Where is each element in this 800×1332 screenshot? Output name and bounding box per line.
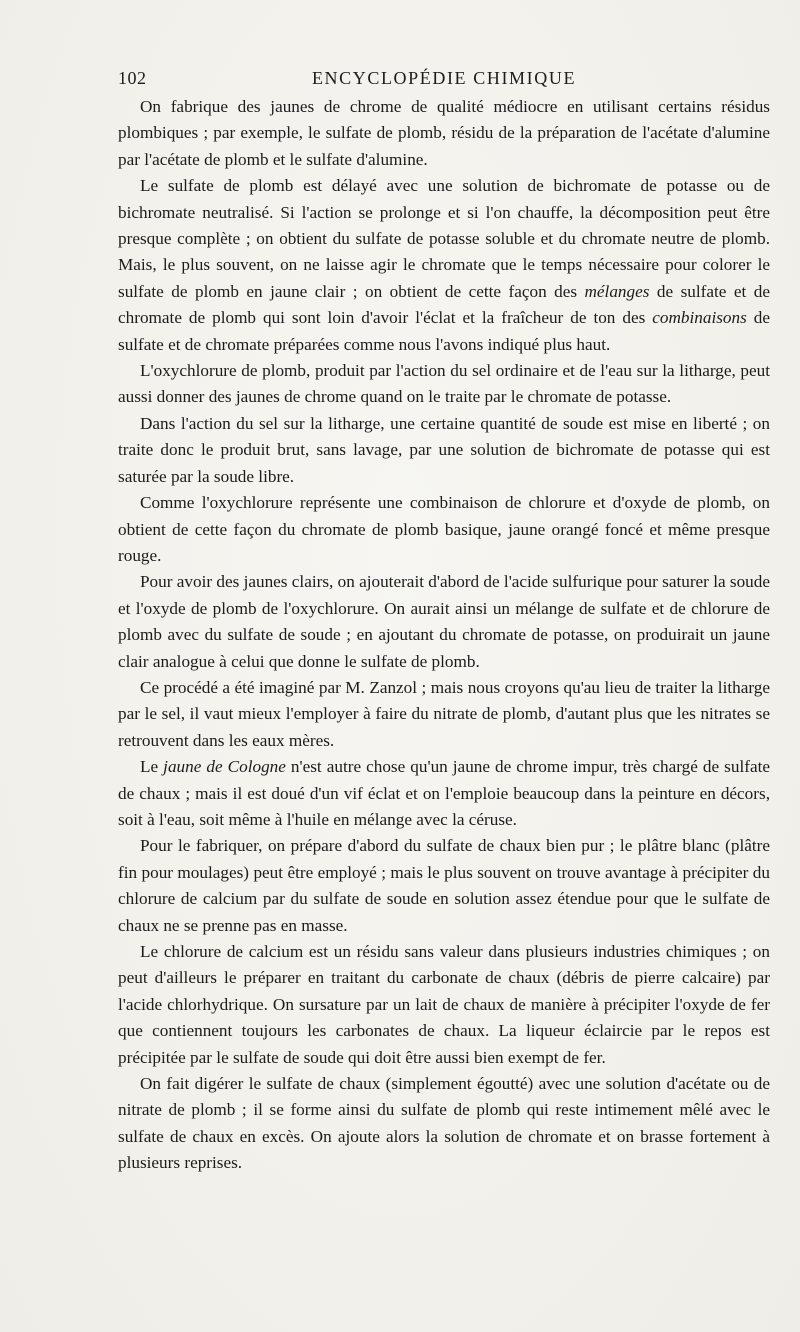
text-run: Le bbox=[140, 757, 164, 777]
paragraph bbox=[118, 675, 770, 754]
text-run: de sulfate et de chromate préparées comme nous l'avons indiqué plus haut. bbox=[118, 308, 770, 354]
text-run: de sulfate et de chromate de plomb qui sont loin d'avoir l'éclat et la fraîcheur de ton des bbox=[118, 281, 770, 328]
page-header bbox=[118, 68, 770, 96]
paragraph bbox=[118, 358, 770, 411]
paragraph bbox=[118, 569, 770, 675]
italic-term: combinaisons bbox=[652, 308, 747, 328]
paragraph bbox=[118, 1071, 770, 1177]
italic-term: jaune de Cologne bbox=[163, 757, 286, 777]
text-run: On fabrique des jaunes de chrome de qualité médiocre en utilisant certains résidus plombiques ; par exemple, le sulfate de plomb, résidu de la préparation de l'acétate d'alumine par l'acétate de plomb et le sulfate d'alumine. bbox=[118, 97, 770, 169]
paragraph bbox=[118, 490, 770, 569]
running-title: ENCYCLOPÉDIE CHIMIQUE bbox=[311, 68, 577, 88]
text-run: On fait digérer le sulfate de chaux (simplement égoutté) avec une solution d'acétate ou de nitrate de plomb ; il se forme ainsi du sulfate de plomb qui reste intimement mêlé avec le sulfate de chaux en excès. On ajoute alors la solution de chromate et on brasse fortement à plusieurs reprises. bbox=[118, 1074, 770, 1173]
text-run: L'oxychlorure de plomb, produit par l'action du sel ordinaire et de l'eau sur la litharge, peut aussi donner des jaunes de chrome quand on le traite par le chromate de potasse. bbox=[118, 361, 770, 407]
paragraph bbox=[118, 411, 770, 490]
paragraph bbox=[118, 833, 770, 939]
text-run: Pour avoir des jaunes clairs, on ajouterait d'abord de l'acide sulfurique pour saturer la soude et l'oxyde de plomb de l'oxychlorure. On aurait ainsi un mélange de sulfate et de chlorure de plomb avec du sulfate de soude ; en ajoutant du chromate de potasse, on produirait un jaune clair analogue à celui que donne le sulfate de plomb. bbox=[118, 572, 770, 671]
italic-term: mélanges bbox=[584, 281, 650, 301]
text-run: Dans l'action du sel sur la litharge, une certaine quantité de soude est mise en liberté ; on traite donc le produit brut, sans lavage, par une solution de bichromate de potasse qui est saturée par la soude libre. bbox=[118, 413, 770, 486]
paragraph bbox=[118, 754, 770, 833]
text-run: n'est autre chose qu'un jaune de chrome impur, très chargé de sulfate de chaux ; mais il est doué d'un vif éclat et on l'emploie beaucoup dans la peinture en décors, soit à l'eau, soit même à l'huile en mélange avec la céruse. bbox=[118, 757, 770, 829]
text-run: Le chlorure de calcium est un résidu sans valeur dans plusieurs industries chimiques ; on peut d'ailleurs le préparer en traitant du carbonate de chaux (débris de pierre calcaire) par l'acide chlorhydrique. On sursature par un lait de chaux de manière à précipiter l'oxyde de fer que contiennent toujours les carbonates de chaux. La liqueur éclaircie par le repos est précipitée par le sulfate de soude qui doit être aussi bien exempt de fer. bbox=[118, 942, 770, 1067]
paragraph bbox=[118, 939, 770, 1071]
body-text bbox=[118, 94, 770, 1177]
text-run: Pour le fabriquer, on prépare d'abord du sulfate de chaux bien pur ; le plâtre blanc (plâtre fin pour moulages) peut être employé ; mais le plus souvent on trouve avantage à précipiter du chlorure de calcium par du sulfate de soude en solution assez étendue pour que le sulfate de chaux ne se prenne pas en masse. bbox=[118, 836, 770, 935]
text-run: Le sulfate de plomb est délayé avec une solution de bichromate de potasse ou de bichromate neutralisé. Si l'action se prolonge et si l'on chauffe, la décomposition peut être presque complète ; on obtient du sulfate de potasse soluble et du chromate neutre de plomb. Mais, le plus souvent, on ne laisse agir le chromate que le temps nécessaire pour colorer le sulfate de plomb en jaune clair ; on obtient de cette façon des bbox=[118, 176, 770, 301]
paragraph bbox=[118, 94, 770, 173]
paragraph bbox=[118, 173, 770, 358]
text-run: Ce procédé a été imaginé par M. Zanzol ; mais nous croyons qu'au lieu de traiter la litharge par le sel, il vaut mieux l'employer à faire du nitrate de plomb, d'autant plus que les nitrates se retrouvent dans les eaux mères. bbox=[118, 677, 770, 750]
text-run: Comme l'oxychlorure représente une combinaison de chlorure et d'oxyde de plomb, on obtient de cette façon du chromate de plomb basique, jaune orangé foncé et même presque rouge. bbox=[118, 493, 770, 565]
page-number: 102 bbox=[118, 68, 147, 88]
